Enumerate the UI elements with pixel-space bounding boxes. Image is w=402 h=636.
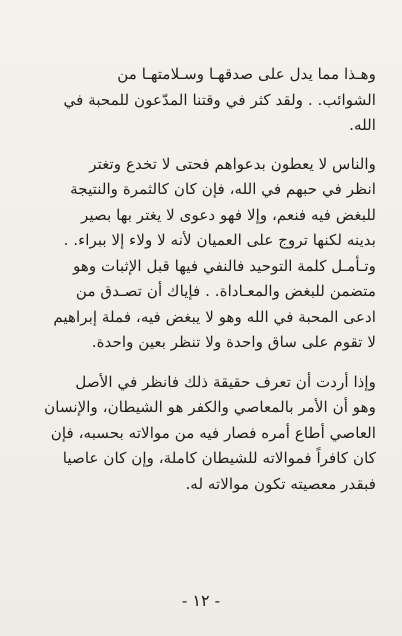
text-line: والناس لا يعطون بدعواهم فحتى لا تخدع وتغتر — [89, 154, 376, 173]
page-body — [28, 62, 376, 497]
text-line: وإذا أردت أن تعرف حقيقة ذلك فانظر في الأصل — [75, 372, 376, 391]
text-line: للبغض فيه فنعم، وإلا فهو دعوى لا يغتر بها بصير — [80, 205, 376, 224]
paragraph-spacer — [28, 356, 376, 370]
text-line: وتـأمـل كلمة التوحيد فالنفي فيها قبل الإثبات وهو — [73, 256, 376, 275]
text-line: وهـذا مما يدل على صدقهـا وسـلامتهـا من — [117, 65, 376, 83]
text-line: الله. — [349, 116, 376, 134]
paragraph-1 — [28, 62, 376, 139]
text-line: فبقدر معصيته تكون موالاته له. — [185, 474, 376, 493]
paragraph-2 — [28, 152, 376, 356]
paragraph-spacer — [28, 139, 376, 152]
text-line: لا تقوم على ساق واحدة ولا تنظر بعين واحدة. — [91, 333, 376, 351]
text-line: انظر في حبهم في الله، فإن كان كالثمرة والنتيجة — [70, 180, 376, 198]
text-line: العاصي أطاع أمره فصار فيه من موالاته بحسبه، فإن — [50, 423, 376, 442]
paragraph-3 — [28, 370, 376, 498]
text-line: ادعى المحبة في الله وهو لا يبغض فيه، فملة إبراهيم — [53, 307, 376, 326]
text-line: بدينه لكنها تروج على العميان لأنه لا ولاء إلا ببراء. . — [63, 231, 376, 249]
text-line: متضمن للبغض والمعـاداة. . فإياك أن تصـدق من — [75, 282, 376, 300]
page-number: - ١٢ - — [181, 591, 221, 610]
text-line: الشوائب. . ولقد كثر في وقتنا المدّعون للمحبة في — [63, 90, 376, 109]
text-line: وهو أن الأمر بالمعاصي والكفر هو الشيطان، والإنسان — [44, 398, 376, 416]
text-line: كان كافراً فموالاته للشيطان كاملة، وإن كان عاصيا — [62, 449, 376, 467]
